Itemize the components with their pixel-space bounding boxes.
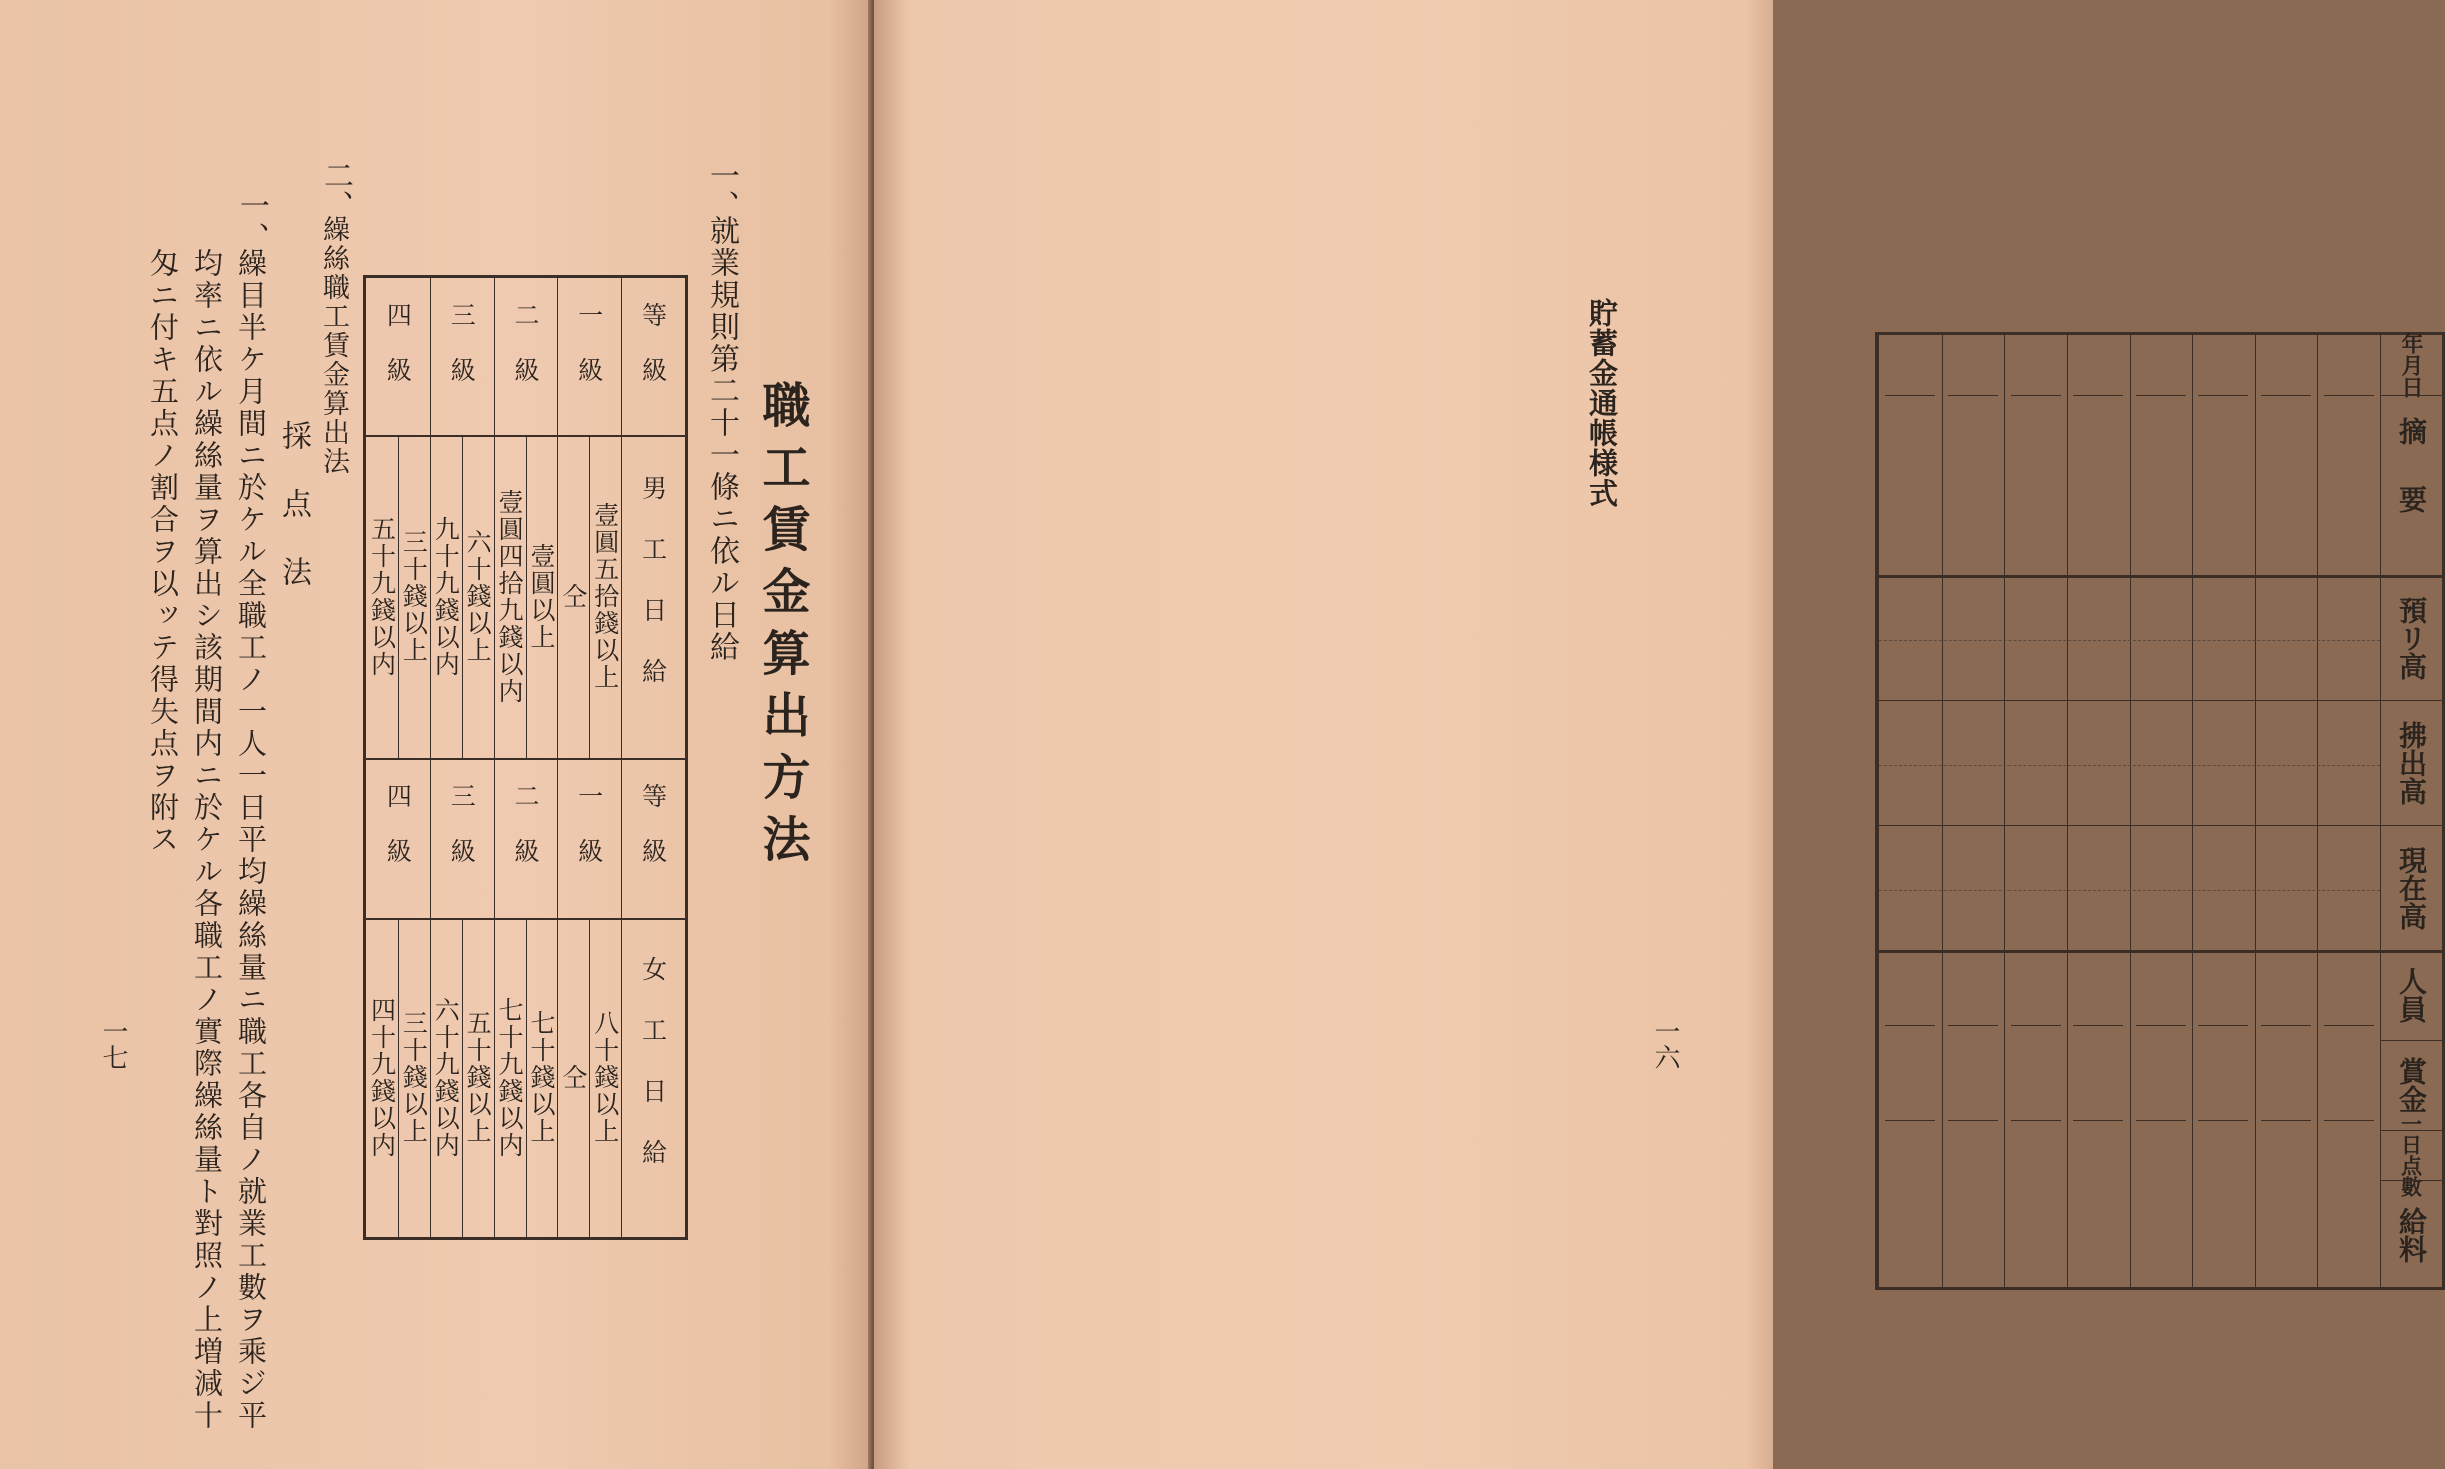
male-wage-4-2-text: 五十九錢以内 bbox=[367, 515, 397, 678]
passbook-header-1 bbox=[2380, 332, 2442, 398]
male-wage-3-2 bbox=[430, 435, 462, 758]
passbook-entry-line bbox=[1885, 395, 1935, 396]
male-wage-4-1 bbox=[398, 435, 430, 758]
female-wage-2-2 bbox=[494, 918, 526, 1237]
female-wage-1-2-text: 仝 bbox=[558, 1064, 588, 1091]
passbook-header-divider bbox=[2380, 1180, 2442, 1181]
female-wage-1-2 bbox=[557, 918, 589, 1237]
passbook-entry-line bbox=[1948, 395, 1998, 396]
passbook-header-divider bbox=[2380, 1040, 2442, 1041]
female-grade-header bbox=[621, 758, 685, 918]
male-wage-1-1 bbox=[589, 435, 621, 758]
passbook-header-3 bbox=[2380, 575, 2442, 700]
section1-number: 一、 bbox=[704, 160, 739, 220]
male-grade-3-text: 三級 bbox=[447, 301, 477, 412]
passbook-entry-line bbox=[2198, 395, 2248, 396]
wage-table bbox=[363, 275, 688, 1240]
right-page-number: 一六 bbox=[1650, 1018, 1680, 1070]
passbook-column-rule bbox=[2130, 335, 2131, 1287]
female-grade-1 bbox=[557, 758, 621, 918]
male-wage-2-2 bbox=[494, 435, 526, 758]
passbook-header-label: 賞金 bbox=[2395, 1057, 2428, 1113]
passbook-row-rule bbox=[1879, 825, 2442, 826]
male-grade-2 bbox=[494, 278, 558, 435]
passbook-entry-line bbox=[2261, 1120, 2311, 1121]
passbook-section-rule bbox=[1879, 950, 2442, 953]
passbook-entry-line bbox=[1885, 1025, 1935, 1026]
passbook-entry-line bbox=[2136, 395, 2186, 396]
female-wage-2-1 bbox=[526, 918, 558, 1237]
female-wage-header bbox=[621, 918, 685, 1237]
male-wage-3-2-text: 九十九錢以内 bbox=[431, 515, 461, 678]
passbook-dashed-rule bbox=[1879, 890, 2380, 891]
male-wage-4-1-text: 三十錢以上 bbox=[399, 529, 429, 664]
table-subcolumn-rule bbox=[526, 918, 527, 1237]
female-grade-3 bbox=[430, 758, 494, 918]
female-wage-2-2-text: 七十九錢以内 bbox=[495, 996, 525, 1159]
table-subcolumn-rule bbox=[462, 918, 463, 1237]
passbook-column-rule bbox=[2255, 335, 2256, 1287]
female-wage-4-2-text: 四十九錢以内 bbox=[367, 996, 397, 1159]
passbook-dashed-rule bbox=[1879, 640, 2380, 641]
section2-line-3: 匁ニ付キ五点ノ割合ヲ以ッテ得失点ヲ附ス bbox=[146, 248, 180, 856]
male-wage-3-1 bbox=[462, 435, 494, 758]
male-wage-2-2-text: 壹圓四拾九錢以内 bbox=[495, 488, 525, 705]
table-subcolumn-rule bbox=[589, 918, 590, 1237]
passbook-column-rule bbox=[2067, 335, 2068, 1287]
table-subcolumn-rule bbox=[398, 918, 399, 1237]
female-wage-4-1 bbox=[398, 918, 430, 1237]
passbook-header-label: 人員 bbox=[2395, 967, 2428, 1023]
passbook-header-label: 一日点數 bbox=[2398, 1113, 2424, 1197]
passbook-header-5 bbox=[2380, 825, 2442, 950]
female-wage-3-2-text: 六十九錢以内 bbox=[431, 996, 461, 1159]
passbook-header-divider bbox=[2380, 395, 2442, 396]
passbook-entry-line bbox=[2073, 1120, 2123, 1121]
female-grade-4-text: 四級 bbox=[383, 783, 413, 893]
female-wage-4-2 bbox=[366, 918, 398, 1237]
passbook-entry-line bbox=[2011, 395, 2061, 396]
section2-line-2: 均率ニ依ル繰絲量ヲ算出シ該期間内ニ於ケル各職工ノ實際繰絲量ト對照ノ上増減十 bbox=[190, 248, 224, 1432]
male-wage-2-1 bbox=[526, 435, 558, 758]
passbook-header-label: 年月日 bbox=[2398, 332, 2424, 398]
table-subcolumn-rule bbox=[462, 435, 463, 758]
passbook-entry-line bbox=[2073, 1025, 2123, 1026]
female-wage-2-1-text: 七十錢以上 bbox=[526, 1010, 556, 1145]
male-wage-1-2 bbox=[557, 435, 589, 758]
passbook-entry-line bbox=[2011, 1025, 2061, 1026]
section1-heading: 就業規則第二十一條ニ依ル日給 bbox=[704, 215, 739, 663]
male-grade-4 bbox=[366, 278, 430, 435]
passbook-header-6 bbox=[2380, 950, 2442, 1040]
passbook-header-label: 摘要 bbox=[2395, 417, 2428, 553]
male-wage-4-2 bbox=[366, 435, 398, 758]
female-wage-3-1-text: 五十錢以上 bbox=[463, 1010, 493, 1145]
passbook-entry-line bbox=[1948, 1025, 1998, 1026]
table-subcolumn-rule bbox=[398, 435, 399, 758]
passbook-header-8 bbox=[2380, 1113, 2442, 1197]
passbook-header-label: 給料 bbox=[2395, 1207, 2428, 1263]
passbook-entry-line bbox=[2073, 395, 2123, 396]
passbook-header-divider bbox=[2380, 1130, 2442, 1131]
passbook-column-rule bbox=[2317, 335, 2318, 1287]
female-grade-3-text: 三級 bbox=[447, 783, 477, 893]
passbook-entry-line bbox=[2324, 395, 2374, 396]
passbook-header-2 bbox=[2380, 395, 2442, 575]
male-grade-1 bbox=[557, 278, 621, 435]
passbook-dashed-rule bbox=[1879, 765, 2380, 766]
passbook-header-label: 現在高 bbox=[2395, 845, 2428, 930]
female-grade-1-text: 一級 bbox=[574, 783, 604, 893]
passbook-entry-line bbox=[1885, 1120, 1935, 1121]
passbook-entry-line bbox=[2261, 395, 2311, 396]
passbook-entry-line bbox=[2324, 1025, 2374, 1026]
male-wage-1-1-text: 壹圓五拾錢以上 bbox=[590, 502, 620, 691]
male-wage-2-1-text: 壹圓以上 bbox=[526, 542, 556, 651]
table-subcolumn-rule bbox=[526, 435, 527, 758]
female-wage-3-1 bbox=[462, 918, 494, 1237]
passbook-section-rule bbox=[1879, 575, 2442, 578]
male-grade-1-text: 一級 bbox=[574, 301, 604, 412]
passbook-header-label: 拂出高 bbox=[2395, 720, 2428, 805]
passbook-entry-line bbox=[2136, 1120, 2186, 1121]
female-wage-1-1-text: 八十錢以上 bbox=[590, 1010, 620, 1145]
right-page bbox=[874, 0, 2428, 1469]
page-number: 一七 bbox=[98, 1018, 128, 1070]
passbook-entry-line bbox=[2136, 1025, 2186, 1026]
male-wage-header bbox=[621, 435, 685, 758]
male-grade-header bbox=[621, 278, 685, 435]
right-page-title: 貯蓄金通帳様式 bbox=[1585, 298, 1619, 508]
passbook-entry-line bbox=[2198, 1025, 2248, 1026]
passbook-entry-line bbox=[2324, 1120, 2374, 1121]
passbook-row-rule bbox=[1879, 700, 2442, 701]
female-grade-2 bbox=[494, 758, 558, 918]
section2-item-number: 一、 bbox=[234, 190, 269, 254]
passbook-header-9 bbox=[2380, 1180, 2442, 1290]
passbook-header-4 bbox=[2380, 700, 2442, 825]
female-grade-header-text: 等級 bbox=[638, 783, 668, 893]
passbook-form-table bbox=[1875, 332, 2445, 1290]
passbook-entry-line bbox=[1948, 1120, 1998, 1121]
passbook-column-rule bbox=[2004, 335, 2005, 1287]
male-grade-4-text: 四級 bbox=[383, 301, 413, 412]
male-wage-1-2-text: 仝 bbox=[558, 583, 588, 610]
passbook-entry-line bbox=[2011, 1120, 2061, 1121]
page-title: 職工賃金算出方法 bbox=[754, 380, 810, 876]
section2-line-1: 繰目半ケ月間ニ於ケル全職工ノ一人一日平均繰絲量ニ職工各自ノ就業工數ヲ乘ジ平 bbox=[234, 248, 268, 1432]
female-wage-header-text: 女工日給 bbox=[638, 955, 668, 1200]
passbook-entry-line bbox=[2198, 1120, 2248, 1121]
table-subcolumn-rule bbox=[589, 435, 590, 758]
female-wage-4-1-text: 三十錢以上 bbox=[399, 1010, 429, 1145]
left-page bbox=[0, 0, 872, 1469]
female-wage-1-1 bbox=[589, 918, 621, 1237]
section2-number: 二、 bbox=[318, 160, 353, 220]
passbook-column-rule bbox=[2192, 335, 2193, 1287]
passbook-entry-line bbox=[2261, 1025, 2311, 1026]
male-wage-header-text: 男工日給 bbox=[638, 474, 668, 719]
female-grade-4 bbox=[366, 758, 430, 918]
male-grade-header-text: 等級 bbox=[638, 301, 668, 412]
male-grade-3 bbox=[430, 278, 494, 435]
section2-heading: 繰絲職工賃金算出法 bbox=[318, 215, 349, 476]
male-grade-2-text: 二級 bbox=[510, 301, 540, 412]
male-wage-3-1-text: 六十錢以上 bbox=[463, 529, 493, 664]
passbook-header-label: 預リ高 bbox=[2395, 595, 2428, 680]
section2-subheading: 採点法 bbox=[276, 420, 311, 624]
female-wage-3-2 bbox=[430, 918, 462, 1237]
passbook-column-rule bbox=[1942, 335, 1943, 1287]
female-grade-2-text: 二級 bbox=[510, 783, 540, 893]
